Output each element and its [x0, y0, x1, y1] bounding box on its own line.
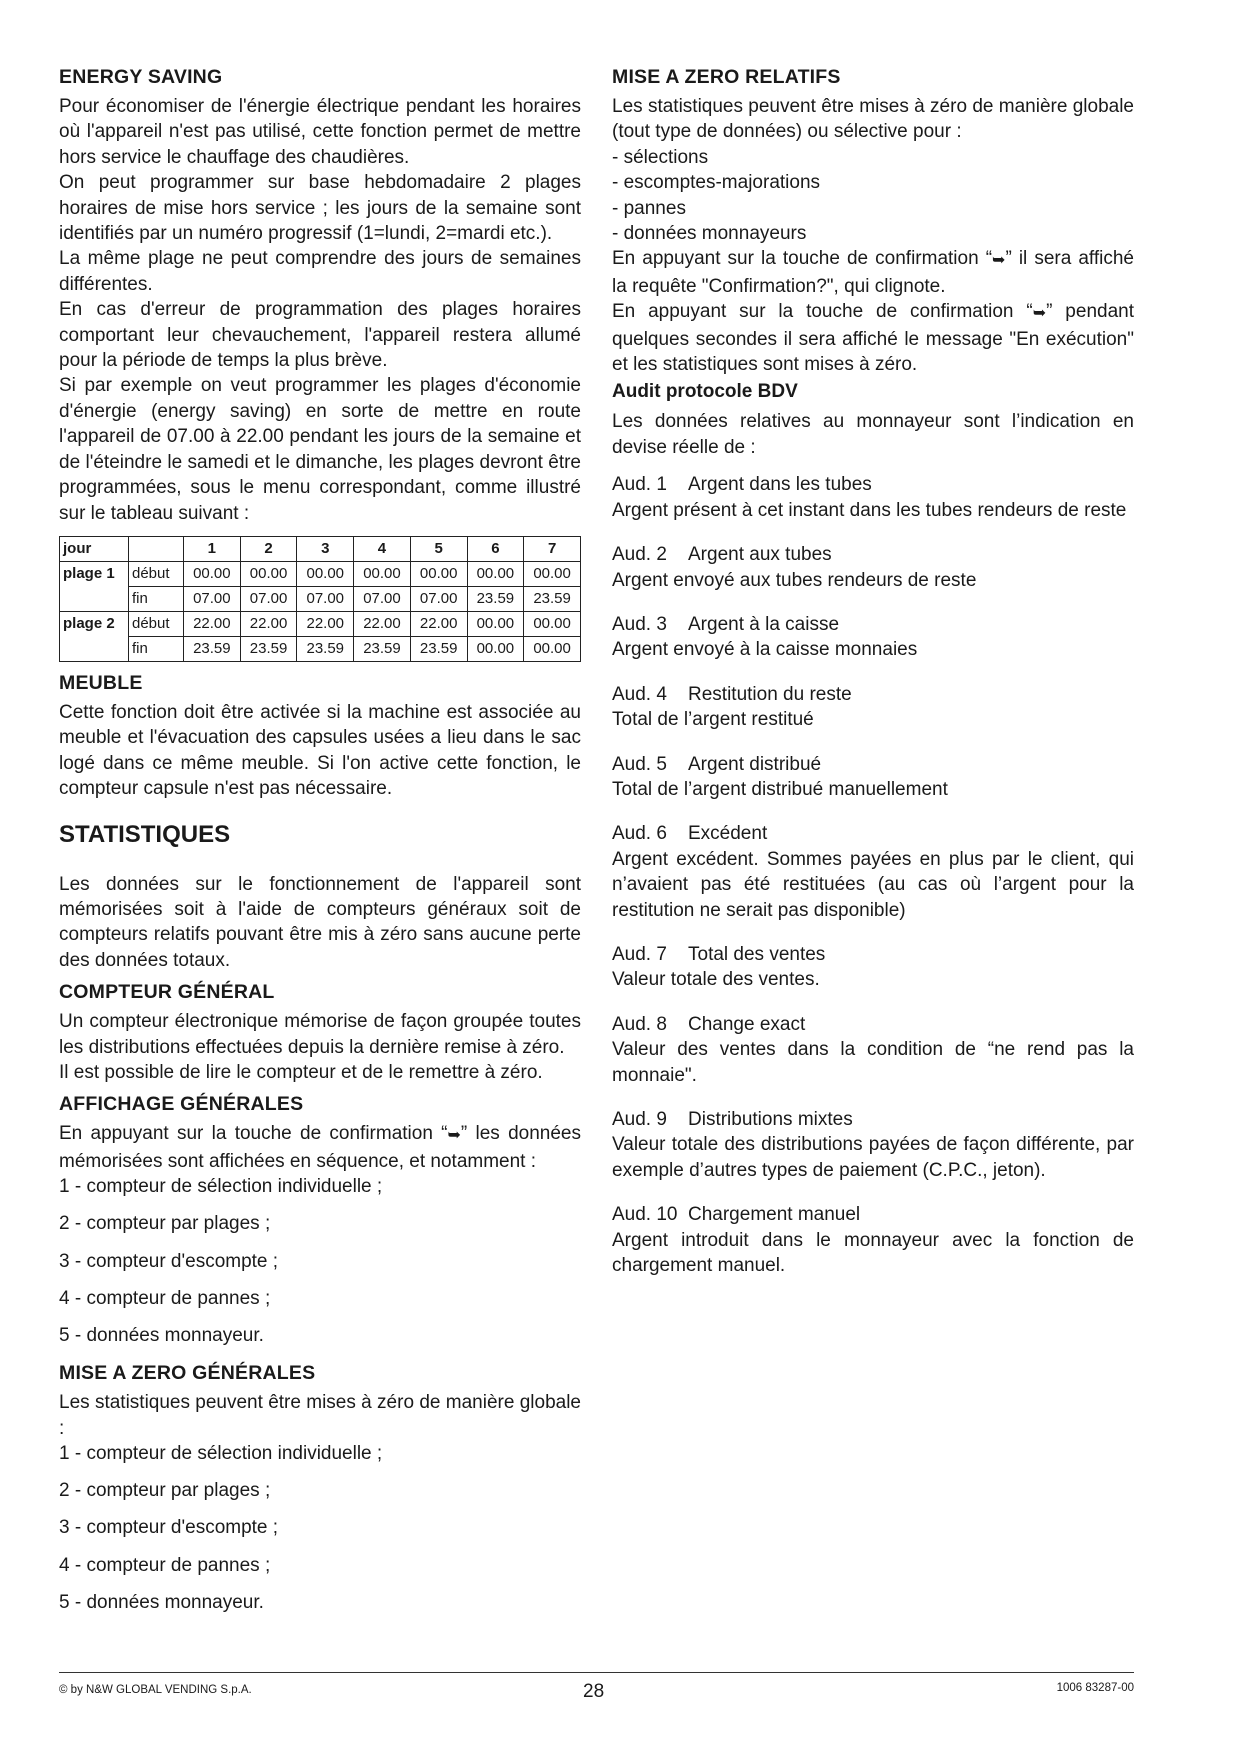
- audit-name: Total des ventes: [688, 943, 826, 965]
- audit-item: [612, 1107, 1134, 1183]
- time-cell: 00.00: [524, 561, 581, 586]
- time-cell: 23.59: [467, 586, 524, 611]
- day-cell: 4: [354, 536, 411, 561]
- audit-name: Restitution du reste: [688, 683, 852, 705]
- list-item: 2 - compteur par plages ;: [59, 1213, 271, 1235]
- audit-desc: Argent excédent. Sommes payées en plus par le client, qui n’avaient pas été restituées (au cas où l’argent pour la restitution ne serait pas disponible): [612, 848, 1134, 921]
- compteur-p2: Il est possible de lire le compteur et de le remettre à zéro.: [59, 1061, 543, 1083]
- time-cell: 00.00: [467, 611, 524, 636]
- audit-name: Chargement manuel: [688, 1204, 861, 1226]
- audit-item: [612, 542, 1134, 593]
- audit-code: Aud. 2: [612, 544, 667, 566]
- table-row: [60, 561, 581, 586]
- time-cell: 00.00: [297, 561, 354, 586]
- audit-code: Aud. 1: [612, 474, 667, 496]
- audit-desc: Valeur totale des ventes.: [612, 969, 820, 991]
- day-cell: 2: [240, 536, 297, 561]
- list-item: - sélections: [612, 146, 709, 168]
- time-cell: 07.00: [410, 586, 467, 611]
- list-item: 4 - compteur de pannes ;: [59, 1287, 271, 1309]
- time-cell: 23.59: [184, 636, 241, 661]
- day-cell: 7: [524, 536, 581, 561]
- audit-section: [612, 379, 1134, 1278]
- energy-p1: Pour économiser de l'énergie électrique pendant les horaires où l'appareil n'est pas utilisé, cette fonction permet de mettre hors service le chauffage des chaudières.: [59, 96, 581, 168]
- audit-code: Aud. 7: [612, 943, 667, 965]
- day-cell: 5: [410, 536, 467, 561]
- audit-desc: Argent envoyé aux tubes rendeurs de reste: [612, 569, 977, 591]
- list-item: 5 - données monnayeur.: [59, 1591, 264, 1613]
- audit-name: Argent à la caisse: [688, 613, 840, 635]
- audit-name: Change exact: [688, 1013, 806, 1035]
- time-cell: 07.00: [240, 586, 297, 611]
- audit-item: [612, 1202, 1134, 1278]
- audit-code: Aud. 3: [612, 613, 667, 635]
- list-item: 1 - compteur de sélection individuelle ;: [59, 1176, 383, 1198]
- mise-a-zero-generales-title: MISE A ZERO GÉNÉRALES: [59, 1362, 316, 1385]
- table-header-row: [60, 536, 581, 561]
- audit-name: Distributions mixtes: [688, 1109, 853, 1130]
- list-item: 3 - compteur d'escompte ;: [59, 1517, 279, 1539]
- time-cell: 22.00: [354, 611, 411, 636]
- audit-title: Audit protocole BDV: [612, 381, 798, 403]
- audit-desc: Argent envoyé à la caisse monnaies: [612, 639, 918, 661]
- audit-item: [612, 612, 1134, 663]
- time-cell: 00.00: [184, 561, 241, 586]
- rz-rel-p: Les statistiques peuvent être mises à zéro de manière globale (tout type de données) ou sélective pour :: [612, 96, 1134, 143]
- plage2-label: plage 2: [60, 611, 129, 661]
- audit-desc: Valeur des ventes dans la condition de “ne rend pas la monnaie".: [612, 1039, 1134, 1086]
- table-row: [60, 611, 581, 636]
- time-cell: 22.00: [184, 611, 241, 636]
- audit-code: Aud. 8: [612, 1013, 667, 1035]
- time-cell: 22.00: [410, 611, 467, 636]
- energy-p4: En cas d'erreur de programmation des plages horaires comportant leur chevauchement, l'appareil restera allumé pour la période de temps la plus brève.: [59, 299, 581, 372]
- audit-name: Excédent: [688, 823, 768, 845]
- debut-label: début: [129, 561, 184, 586]
- confirm-arrow-icon: ➥: [1032, 305, 1047, 323]
- fin-label: fin: [129, 586, 184, 611]
- day-cell: 3: [297, 536, 354, 561]
- list-item: - pannes: [612, 197, 686, 219]
- time-cell: 00.00: [524, 636, 581, 661]
- affichage-generales-title: AFFICHAGE GÉNÉRALES: [59, 1093, 304, 1116]
- time-cell: 23.59: [354, 636, 411, 661]
- audit-code: Aud. 9: [612, 1109, 667, 1130]
- meuble-p: Cette fonction doit être activée si la machine est associée au meuble et l'évacuation des capsules usées a lieu dans le sac logé dans ce même meuble. Si l'on active cette fonction, le compteur capsule n'est pas nécessaire.: [59, 701, 581, 800]
- statistiques-title: STATISTIQUES: [59, 820, 231, 848]
- time-cell: 23.59: [297, 636, 354, 661]
- energy-saving-table: [59, 536, 581, 662]
- energy-p2: On peut programmer sur base hebdomadaire 2 plages horaires de mise hors service ; les jours de la semaine sont identifiés par un numéro progressif (1=lundi, 2=mardi etc.).: [59, 172, 581, 245]
- audit-item: [612, 821, 1134, 923]
- rz-gen-p: Les statistiques peuvent être mises à zéro de manière globale :: [59, 1392, 581, 1439]
- audit-desc: Valeur totale des distributions payées de façon différente, par exemple d’autres types de paiement (C.P.C., jeton).: [612, 1134, 1134, 1181]
- statistiques-p: Les données sur le fonctionnement de l'appareil sont mémorisées soit à l'aide de compteurs généraux soit de compteurs relatifs pouvant être mis à zéro sans aucune perte des données totaux.: [59, 873, 581, 971]
- audit-desc: Argent présent à cet instant dans les tubes rendeurs de reste: [612, 499, 1127, 521]
- left-column: [59, 64, 581, 1615]
- time-cell: 23.59: [524, 586, 581, 611]
- time-cell: 07.00: [297, 586, 354, 611]
- fin-label: fin: [129, 636, 184, 661]
- audit-item: [612, 682, 1134, 733]
- time-cell: 00.00: [467, 561, 524, 586]
- confirm-arrow-icon: ➥: [992, 252, 1006, 270]
- list-item: - données monnayeurs: [612, 223, 807, 245]
- confirm-arrow-icon: ➥: [447, 1127, 461, 1145]
- audit-desc: Argent introduit dans le monnayeur avec la fonction de chargement manuel.: [612, 1229, 1134, 1277]
- footer-divider: [59, 1672, 1134, 1673]
- audit-item: [612, 752, 1134, 803]
- time-cell: 23.59: [240, 636, 297, 661]
- day-cell: 6: [467, 536, 524, 561]
- time-cell: 07.00: [184, 586, 241, 611]
- rz-rel-p2: En appuyant sur la touche de confirmation “➥” il sera affiché la requête "Confirmation?", qui clignote.: [612, 248, 1134, 297]
- meuble-title: MEUBLE: [59, 671, 143, 694]
- header-label: jour: [60, 536, 129, 561]
- list-item: 4 - compteur de pannes ;: [59, 1554, 271, 1576]
- time-cell: 00.00: [410, 561, 467, 586]
- compteur-general-title: COMPTEUR GÉNÉRAL: [59, 981, 275, 1004]
- audit-name: Argent dans les tubes: [688, 474, 872, 496]
- document-reference: 1006 83287-00: [1056, 1682, 1134, 1694]
- time-cell: 00.00: [354, 561, 411, 586]
- energy-p5: Si par exemple on veut programmer les plages d'économie d'énergie (energy saving) en sorte de mettre en route l'appareil de 07.00 à 22.00 pendant les jours de la semaine et de l'éteindre le samedi et le dimanche, les plages devront être programmées, sous le menu correspondant, comme illustré sur le tableau suivant :: [59, 375, 581, 524]
- audit-item: [612, 472, 1134, 523]
- audit-intro: Les données relatives au monnayeur sont l’indication en devise réelle de :: [612, 411, 1134, 458]
- affichage-p: En appuyant sur la touche de confirmation “➥” les données mémorisées sont affichées en séquence, et notamment :: [59, 1123, 581, 1172]
- plage1-label: plage 1: [60, 561, 129, 611]
- audit-item: [612, 1012, 1134, 1088]
- energy-saving-title: ENERGY SAVING: [59, 66, 223, 88]
- time-cell: 00.00: [524, 611, 581, 636]
- rz-rel-p3: En appuyant sur la touche de confirmation “➥” pendant quelques secondes il sera affiché le message "En exécution" et les statistiques sont mises à zéro.: [612, 301, 1134, 376]
- list-item: 2 - compteur par plages ;: [59, 1480, 271, 1502]
- audit-code: Aud. 6: [612, 823, 667, 845]
- right-column: [612, 64, 1134, 1278]
- audit-item: [612, 942, 1134, 993]
- audit-code: Aud. 10: [612, 1204, 678, 1226]
- mise-a-zero-relatifs-title: MISE A ZERO RELATIFS: [612, 66, 841, 88]
- audit-desc: Total de l’argent distribué manuellement: [612, 778, 948, 800]
- compteur-p1: Un compteur électronique mémorise de façon groupée toutes les distributions effectuées depuis la dernière remise à zéro.: [59, 1011, 581, 1058]
- time-cell: 00.00: [467, 636, 524, 661]
- copyright: © by N&W GLOBAL VENDING S.p.A.: [59, 1684, 252, 1696]
- audit-name: Argent distribué: [688, 753, 822, 775]
- page-number: 28: [583, 1681, 605, 1702]
- time-cell: 22.00: [240, 611, 297, 636]
- time-cell: 07.00: [354, 586, 411, 611]
- list-item: 1 - compteur de sélection individuelle ;: [59, 1443, 383, 1465]
- audit-name: Argent aux tubes: [688, 544, 832, 566]
- time-cell: 00.00: [240, 561, 297, 586]
- audit-code: Aud. 5: [612, 753, 667, 775]
- day-cell: 1: [184, 536, 241, 561]
- debut-label: début: [129, 611, 184, 636]
- list-item: - escomptes-majorations: [612, 172, 821, 194]
- list-item: 5 - données monnayeur.: [59, 1325, 264, 1346]
- energy-p3: La même plage ne peut comprendre des jours de semaines différentes.: [59, 248, 581, 295]
- table-row: [60, 586, 581, 611]
- table-row: [60, 636, 581, 661]
- time-cell: 23.59: [410, 636, 467, 661]
- list-item: 3 - compteur d'escompte ;: [59, 1250, 279, 1272]
- audit-code: Aud. 4: [612, 683, 667, 705]
- time-cell: 22.00: [297, 611, 354, 636]
- audit-desc: Total de l’argent restitué: [612, 709, 814, 731]
